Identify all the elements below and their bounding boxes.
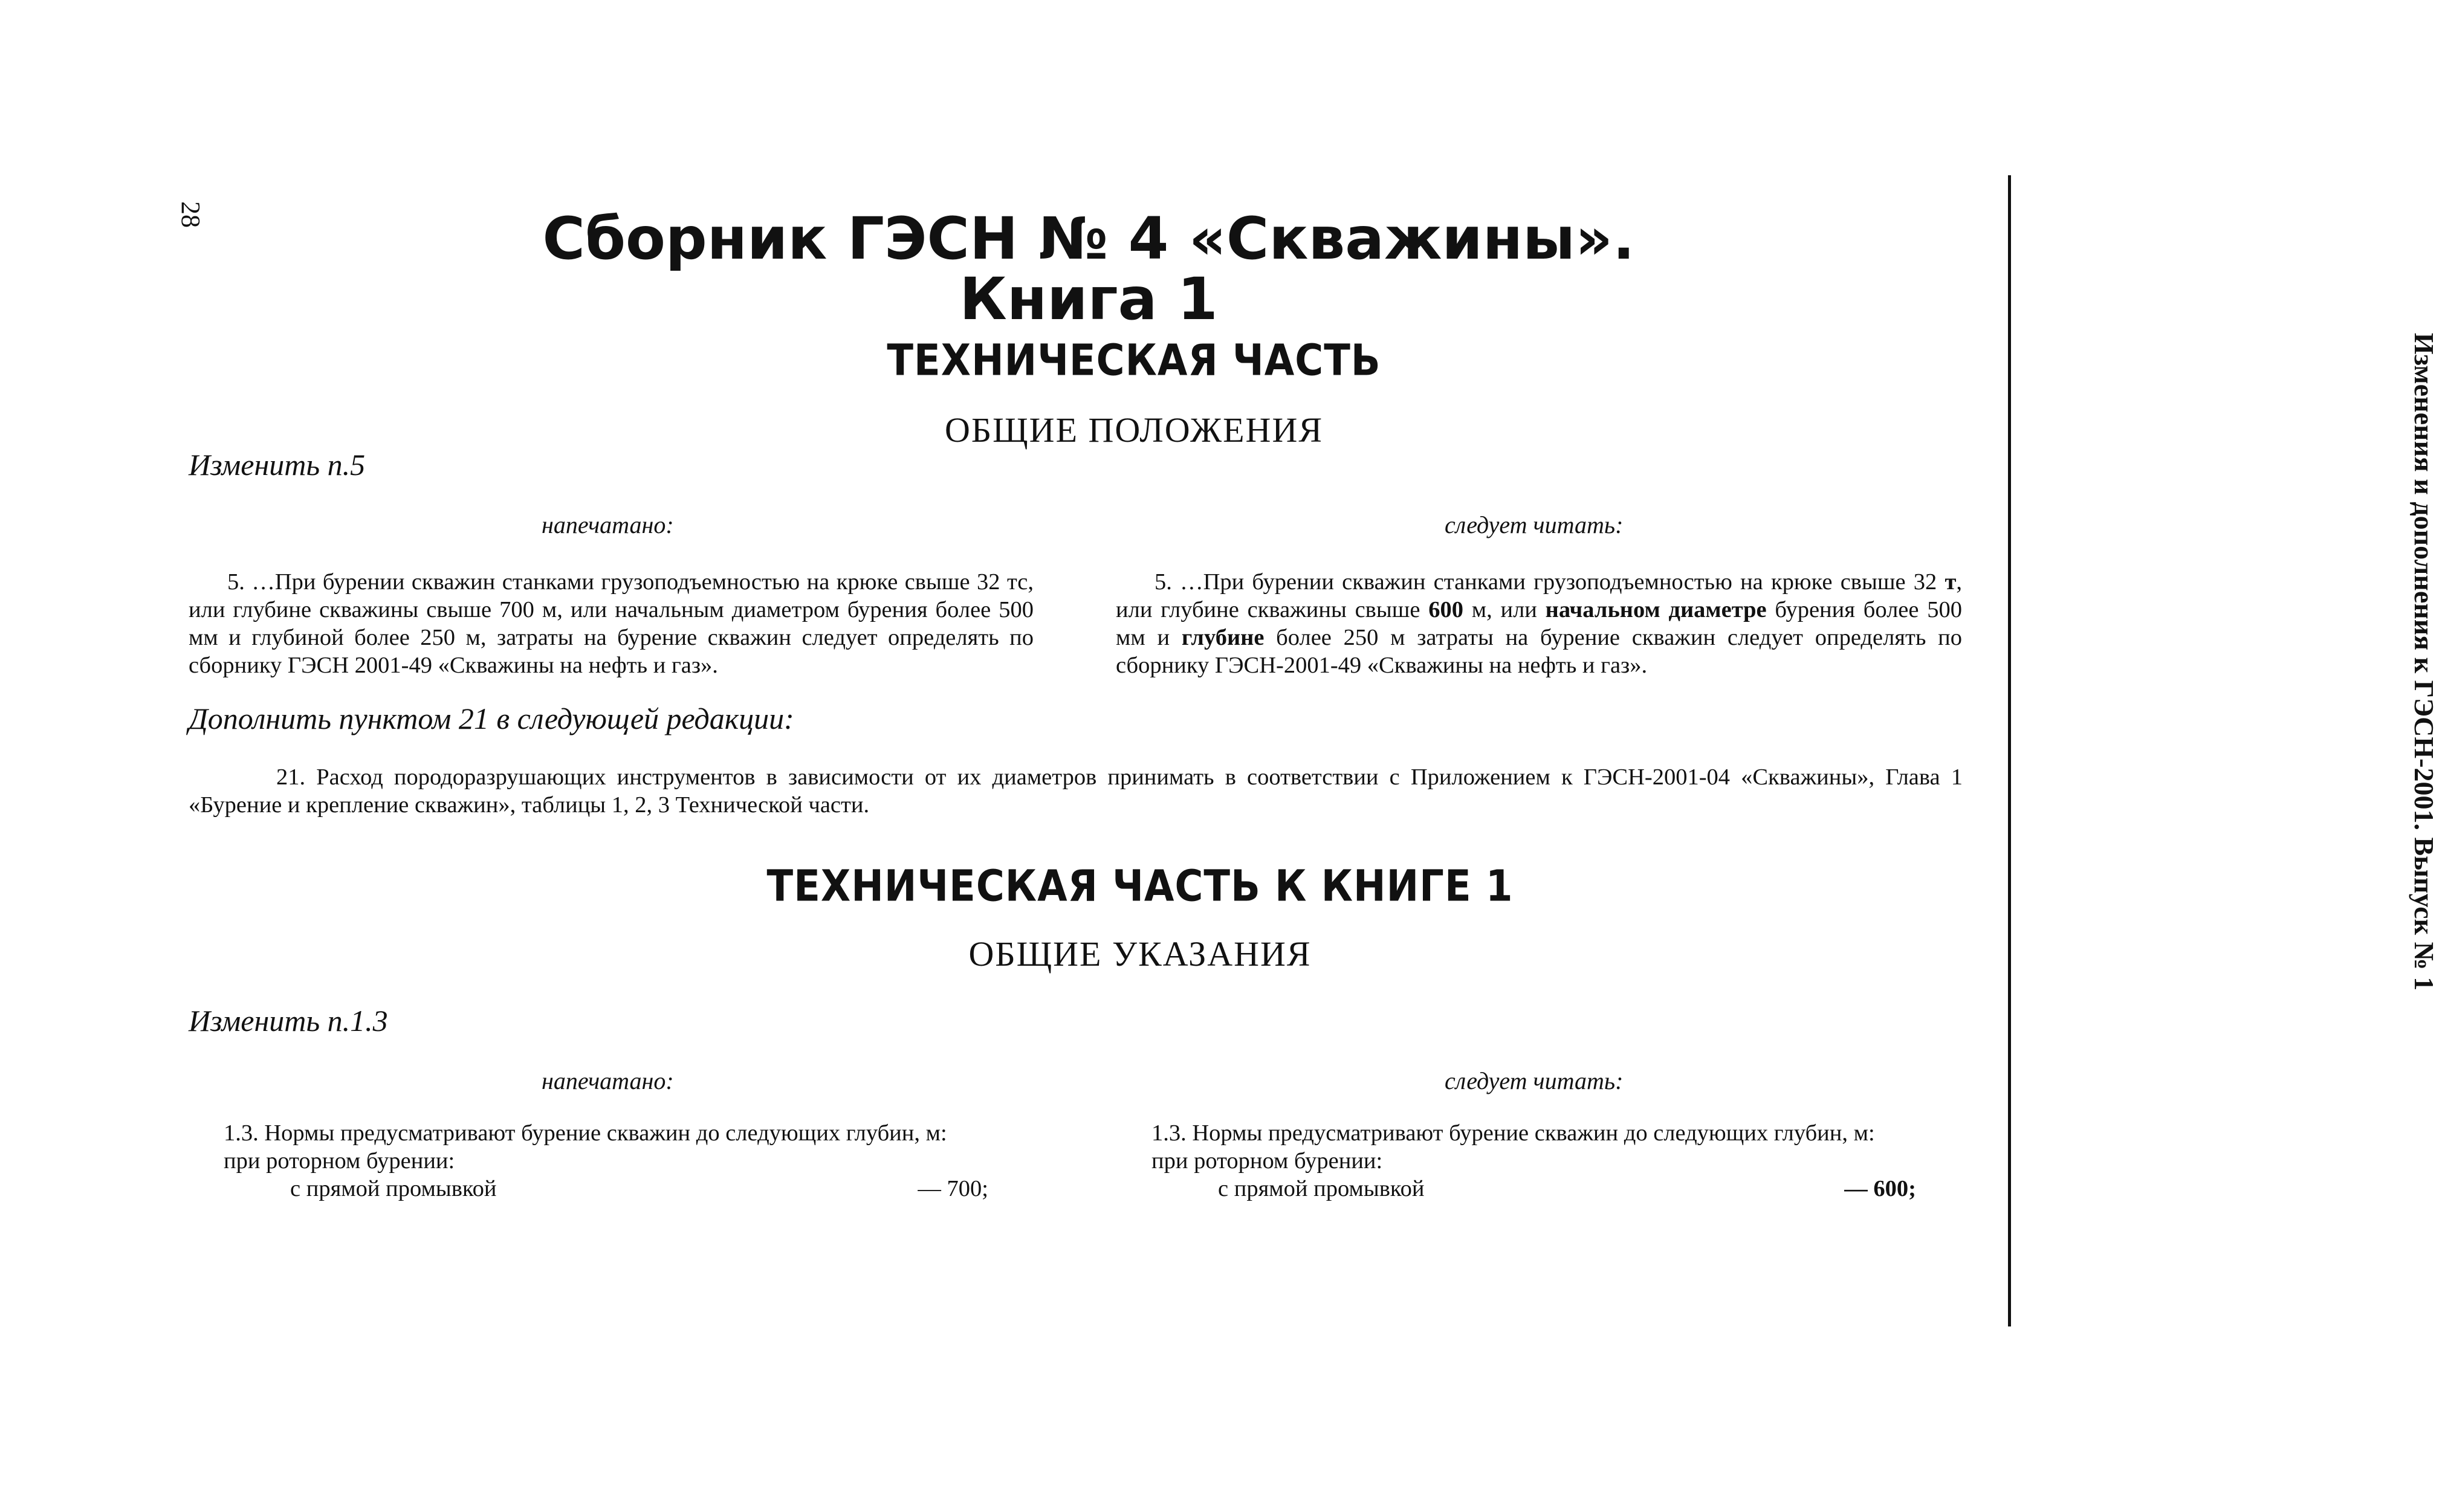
page-number: 28 bbox=[176, 201, 206, 228]
norm-row-value: — 600; bbox=[1844, 1176, 1916, 1201]
book-title: Книга 1 bbox=[959, 265, 1218, 333]
corrected-text-part: , или глубине скважины свыше bbox=[1116, 569, 1962, 622]
corrected-bold-depth-word: глубине bbox=[1181, 625, 1265, 650]
addition-text: 21. Расход породоразрушающих инструментов в зависимости от их диаметров принимать в соответствии с Приложением к ГЭСН-2001-04 «Скважины», Глава 1 «Бурение и крепление скважин», таблицы 1, 2, 3 Технической части. bbox=[189, 764, 1963, 818]
side-header: Изменения и дополнения к ГЭСН-2001. Выпуск № 1 bbox=[2409, 332, 2440, 991]
addition-paragraph-21 bbox=[189, 763, 1963, 819]
subheading-general-instructions: ОБЩИЕ УКАЗАНИЯ bbox=[968, 934, 1312, 974]
corrected-bold-depth: 600 bbox=[1428, 597, 1463, 622]
printed-label: напечатано: bbox=[542, 511, 674, 538]
printed-paragraph-5 bbox=[189, 568, 1034, 679]
norm-line: 1.3. Нормы предусматривают бурение скважин до следующих глубин, м: bbox=[1151, 1120, 1875, 1146]
norm-line: при роторном бурении: bbox=[1151, 1148, 1383, 1174]
section-heading-technical-part-book1: ТЕХНИЧЕСКАЯ ЧАСТЬ К КНИГЕ 1 bbox=[766, 861, 1514, 912]
norm-row-label: с прямой промывкой bbox=[1218, 1176, 1425, 1201]
norm-row-label: с прямой промывкой bbox=[290, 1176, 497, 1201]
collection-title: Сборник ГЭСН № 4 «Скважины». bbox=[542, 205, 1635, 273]
section-heading-technical-part: ТЕХНИЧЕСКАЯ ЧАСТЬ bbox=[887, 335, 1381, 386]
instruction-change-p1-3: Изменить п.1.3 bbox=[189, 1004, 388, 1038]
norm-line: при роторном бурении: bbox=[224, 1148, 455, 1174]
printed-label: напечатано: bbox=[542, 1067, 674, 1094]
corrected-text-part: более 250 м затраты на бурение скважин следует определять по сборнику ГЭСН-2001-49 «Скважины на нефть и газ». bbox=[1116, 625, 1962, 678]
corrected-text-part: бурения более 500 мм и bbox=[1116, 597, 1962, 650]
instruction-add-p21: Дополнить пунктом 21 в следующей редакции: bbox=[189, 702, 794, 735]
corrected-bold-unit: т bbox=[1945, 569, 1957, 595]
corrected-paragraph-5 bbox=[1116, 568, 1962, 679]
corrected-bold-diameter: начальном диаметре bbox=[1545, 597, 1767, 622]
norm-row-value: — 700; bbox=[918, 1176, 988, 1201]
printed-norm-1-3 bbox=[224, 1119, 988, 1203]
norm-row bbox=[224, 1175, 988, 1203]
instruction-change-p5: Изменить п.5 bbox=[189, 448, 366, 482]
corrected-text-part: м, или bbox=[1463, 597, 1546, 622]
should-read-label: следует читать: bbox=[1445, 1067, 1624, 1094]
corrected-text-part: 5. …При бурении скважин станками грузоподъемностью на крюке свыше 32 bbox=[1154, 569, 1945, 595]
corrected-norm-1-3 bbox=[1151, 1119, 1916, 1203]
norm-line: 1.3. Нормы предусматривают бурение скважин до следующих глубин, м: bbox=[224, 1120, 947, 1146]
norm-row bbox=[1151, 1175, 1916, 1203]
printed-text: 5. …При бурении скважин станками грузоподъемностью на крюке свыше 32 тс, или глубине скважины свыше 700 м, или начальным диаметром бурения более 500 мм и глубиной более 250 м, затраты на бурение скважин следует определять по сборнику ГЭСН 2001-49 «Скважины на нефть и газ». bbox=[189, 569, 1034, 678]
should-read-label: следует читать: bbox=[1445, 511, 1624, 538]
subheading-general-provisions: ОБЩИЕ ПОЛОЖЕНИЯ bbox=[944, 410, 1324, 450]
